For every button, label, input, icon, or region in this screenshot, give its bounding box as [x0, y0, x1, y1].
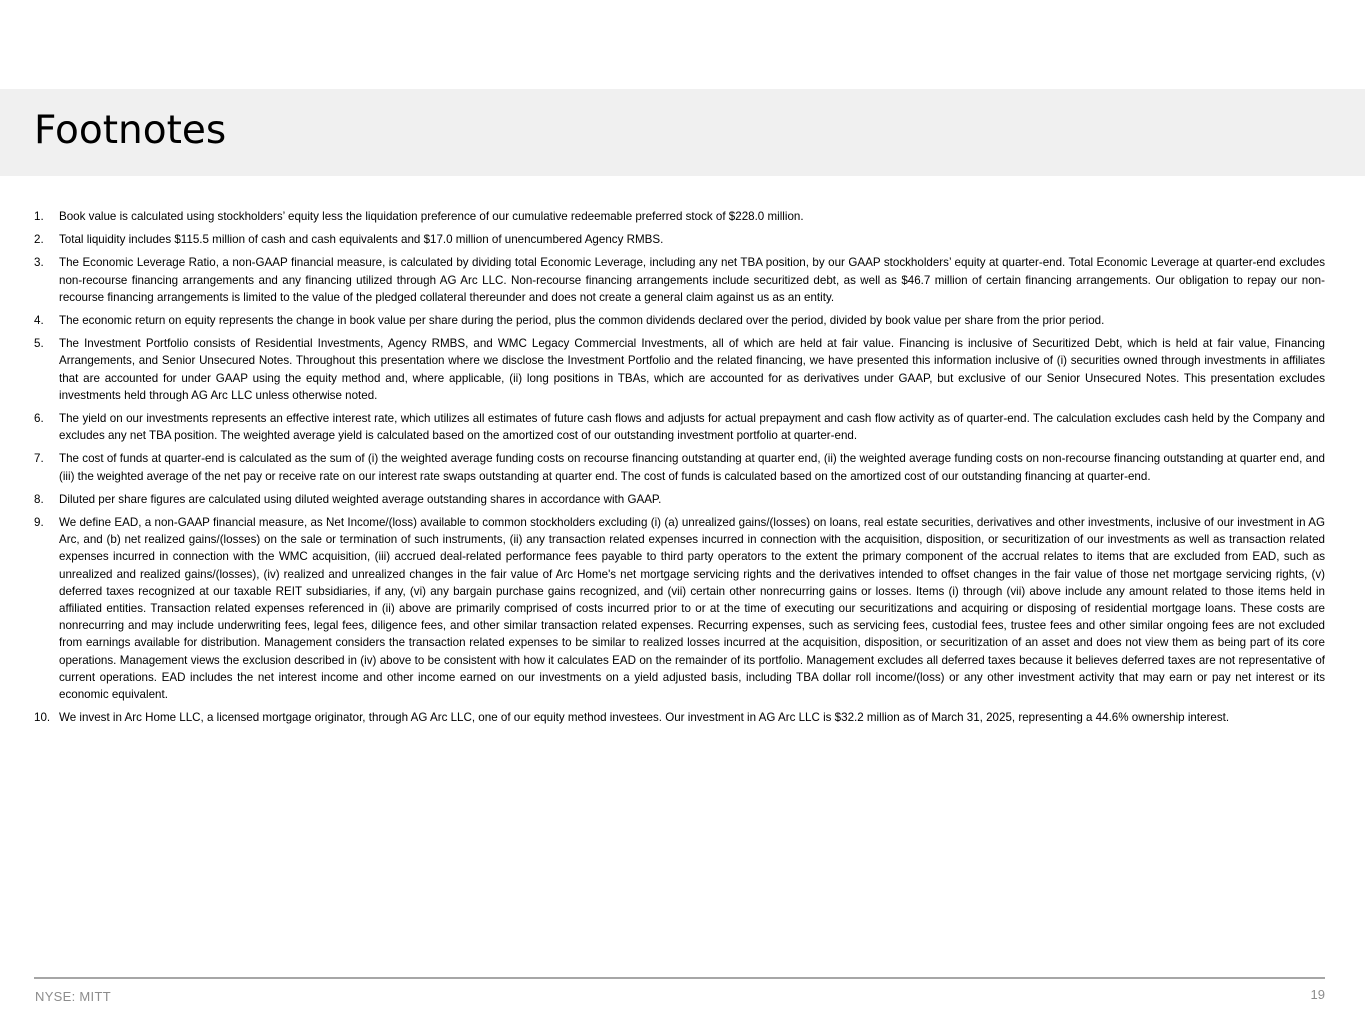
footnote-item: [34, 231, 1325, 248]
footnote-item: [34, 514, 1325, 703]
footnote-item: [34, 208, 1325, 225]
footnote-text: Book value is calculated using stockholders’ equity less the liquidation preference of our cumulative redeemable preferred stock of $228.0 million.: [59, 210, 804, 223]
footnote-item: [34, 491, 1325, 508]
footnote-item: [34, 335, 1325, 404]
footnote-text: Diluted per share figures are calculated using diluted weighted average outstanding shares in accordance with GAAP.: [59, 492, 662, 506]
footnote-number: 9.: [34, 516, 44, 530]
footnote-number: 8.: [34, 492, 44, 506]
footnote-item: [34, 312, 1325, 329]
footnote-number: 4.: [34, 314, 44, 328]
footnote-text: The yield on our investments represents an effective interest rate, which utilizes all estimates of future cash flows and adjusts for actual prepayment and cash flow activity as of quarter-end. The calculation excludes cash held by the Company and excludes any net TBA position. The weighted average yield is calculated based on the amortized cost of our outstanding investment portfolio at quarter-end.: [59, 412, 1325, 443]
footnote-text: The Investment Portfolio consists of Residential Investments, Agency RMBS, and WMC Legacy Commercial Investments, all of which are held at fair value. Financing is inclusive of Securitized Debt, which is held at fair value, Financing Arrangements, and Senior Unsecured Notes. Throughout this presentation where we disclose the Investment Portfolio and the related financing, we have presented this information inclusive of (i) securities owned through investments in affiliates that are accounted for under GAAP using the equity method and, where applicable, (ii) long positions in TBAs, which are accounted for as derivatives under GAAP, but exclusive of our Senior Unsecured Notes. This presentation excludes investments held through AG Arc LLC unless otherwise noted.: [59, 337, 1325, 402]
footnote-text: The cost of funds at quarter-end is calculated as the sum of (i) the weighted average funding costs on recourse financing outstanding at quarter end, (ii) the weighted average funding costs on non-recourse financing outstanding at quarter end, and (iii) the weighted average of the net pay or receive rate on our interest rate swaps outstanding at quarter end. The cost of funds is calculated based on the amortized cost of our outstanding financing at quarter-end.: [59, 452, 1325, 483]
footnote-number: 5.: [34, 337, 44, 351]
footnote-list: [34, 208, 1325, 732]
footnote-number: 7.: [34, 452, 44, 466]
footnote-text: We define EAD, a non-GAAP financial measure, as Net Income/(loss) available to common stockholders excluding (i) (a) unrealized gains/(losses) on loans, real estate securities, derivatives and other investments, inclusive of our investment in AG Arc, and (b) net realized gains/(losses) on the sale or termination of such instruments, (ii) any transaction related expenses incurred in connection with the acquisition, disposition, or securitization of our investments as well as transaction related expenses incurred in connection with the WMC acquisition, (iii) accrued deal-related performance fees payable to third party operators to the extent the primary component of the accrual relates to items that are excluded from EAD, such as unrealized and realized gains/(losses), (iv) realized and unrealized changes in the fair value of Arc Home's net mortgage servicing rights and the derivatives intended to offset changes in the fair value of those net mortgage servicing rights, (v) deferred taxes recognized at our taxable REIT subsidiaries, if any, (vi) any bargain purchase gains recognized, and (vii) certain other nonrecurring gains or losses. Items (i) through (vii) above include any amount related to those items held in affiliated entities. Transaction related expenses referenced in (ii) above are primarily comprised of costs incurred prior to or at the time of executing our securitizations and acquiring or disposing of residential mortgage loans. These costs are nonrecurring and may include underwriting fees, legal fees, diligence fees, and other similar transaction related expenses. Recurring expenses, such as servicing fees, custodial fees, trustee fees and other similar ongoing fees are not excluded from earnings available for distribution. Management considers the transaction related expenses to be similar to realized losses incurred at the acquisition, disposition, or securitization of an asset and does not view them as being part of its core operations. Management views the exclusion described in (iv) above to be consistent with how it calculates EAD on the remainder of its portfolio. Management excludes all deferred taxes because it believes deferred taxes are not representative of current operations. EAD includes the net interest income and other income earned on our investments on a yield adjusted basis, including TBA dollar roll income/(loss) or any other investment activity that may earn or pay net interest or its economic equivalent.: [59, 516, 1325, 702]
footnote-item: [34, 709, 1325, 726]
footer-divider: [34, 977, 1325, 979]
footnote-text: The economic return on equity represents the change in book value per share during the period, plus the common dividends declared over the period, divided by book value per share from the prior period.: [59, 314, 1105, 328]
footnote-text: We invest in Arc Home LLC, a licensed mortgage originator, through AG Arc LLC, one of our equity method investees. Our investment in AG Arc LLC is $32.2 million as of March 31, 2025, representing a 44.6% ownership interest.: [59, 711, 1230, 725]
footnote-number: 2.: [34, 233, 44, 247]
footnote-item: [34, 254, 1325, 306]
footer-ticker: NYSE: MITT: [35, 989, 111, 1004]
footnote-text: The Economic Leverage Ratio, a non-GAAP financial measure, is calculated by dividing total Economic Leverage, including any net TBA position, by our GAAP stockholders’ equity at quarter-end. Total Economic Leverage at quarter-end excludes non-recourse financing arrangements and any financing utilized through AG Arc LLC. Non-recourse financing arrangements include securitized debt, as well as $46.7 million of certain financing arrangements. Our obligation to repay our non-recourse financing arrangements is limited to the value of the pledged collateral thereunder and does not create a general claim against us as an entity.: [59, 256, 1325, 304]
footnote-number: 6.: [34, 412, 44, 426]
footnote-number: 10.: [34, 711, 51, 725]
footnote-number: 3.: [34, 256, 44, 270]
footnote-number: 1.: [34, 210, 44, 223]
page-number: 19: [1310, 987, 1325, 1002]
footnote-item: [34, 410, 1325, 444]
footnote-text: Total liquidity includes $115.5 million of cash and cash equivalents and $17.0 million of unencumbered Agency RMBS.: [59, 233, 664, 247]
page-title: Footnotes: [34, 108, 227, 153]
footnote-item: [34, 450, 1325, 484]
